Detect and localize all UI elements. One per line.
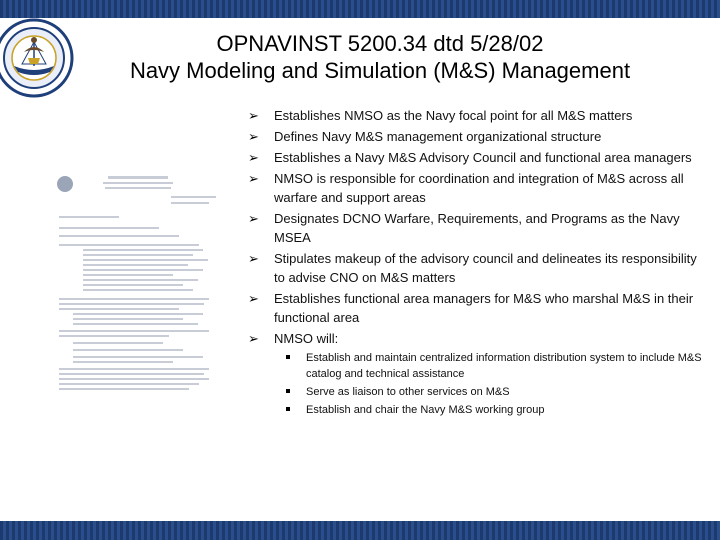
bullet-text: Establishes a Navy M&S Advisory Council and functional area managers (274, 150, 692, 165)
bullet-text: NMSO is responsible for coordination and integration of M&S across all warfare and support areas (274, 171, 684, 205)
bullet-item (248, 106, 708, 125)
sub-bullet-item (248, 350, 708, 382)
arrow-bullet-icon: ➢ (248, 331, 259, 346)
bullet-item (248, 169, 708, 207)
bullet-text: Defines Navy M&S management organizational structure (274, 129, 602, 144)
bullet-text: Designates DCNO Warfare, Requirements, and Programs as the Navy MSEA (274, 211, 680, 245)
arrow-bullet-icon: ➢ (248, 108, 259, 123)
bullet-item (248, 249, 708, 287)
top-border-bar (0, 0, 720, 18)
arrow-bullet-icon: ➢ (248, 171, 259, 186)
bullet-text: Establishes NMSO as the Navy focal point for all M&S matters (274, 108, 633, 123)
square-bullet-icon (286, 355, 290, 359)
bullet-item (248, 127, 708, 146)
arrow-bullet-icon: ➢ (248, 251, 259, 266)
bullet-text: Establishes functional area managers for M&S who marshal M&S in their functional area (274, 291, 694, 325)
square-bullet-icon (286, 389, 290, 393)
document-thumbnail-image (53, 172, 223, 394)
arrow-bullet-icon: ➢ (248, 129, 259, 144)
sub-bullet-text: Serve as liaison to other services on M&S (306, 386, 510, 398)
slide-title (60, 30, 700, 84)
square-bullet-icon (286, 407, 290, 411)
bullet-list (248, 106, 708, 420)
sub-bullet-item (248, 402, 708, 418)
sub-bullet-text: Establish and maintain centralized information distribution system to include M&S catalog and technical assistance (306, 352, 702, 380)
bullet-text: Stipulates makeup of the advisory council and delineates its responsibility to advise CNO on M&S matters (274, 251, 697, 285)
bullet-item (248, 209, 708, 247)
bottom-border-bar (0, 521, 720, 540)
bullet-text: NMSO will: (274, 331, 339, 346)
arrow-bullet-icon: ➢ (248, 291, 259, 306)
bullet-item (248, 329, 708, 348)
arrow-bullet-icon: ➢ (248, 211, 259, 226)
title-line-1: OPNAVINST 5200.34 dtd 5/28/02 (216, 31, 544, 56)
bullet-item (248, 289, 708, 327)
title-line-2: Navy Modeling and Simulation (M&S) Management (129, 58, 631, 83)
arrow-bullet-icon: ➢ (248, 150, 259, 165)
sub-bullet-text: Establish and chair the Navy M&S working group (306, 404, 545, 416)
bullet-item (248, 148, 708, 167)
sub-bullet-item (248, 384, 708, 400)
